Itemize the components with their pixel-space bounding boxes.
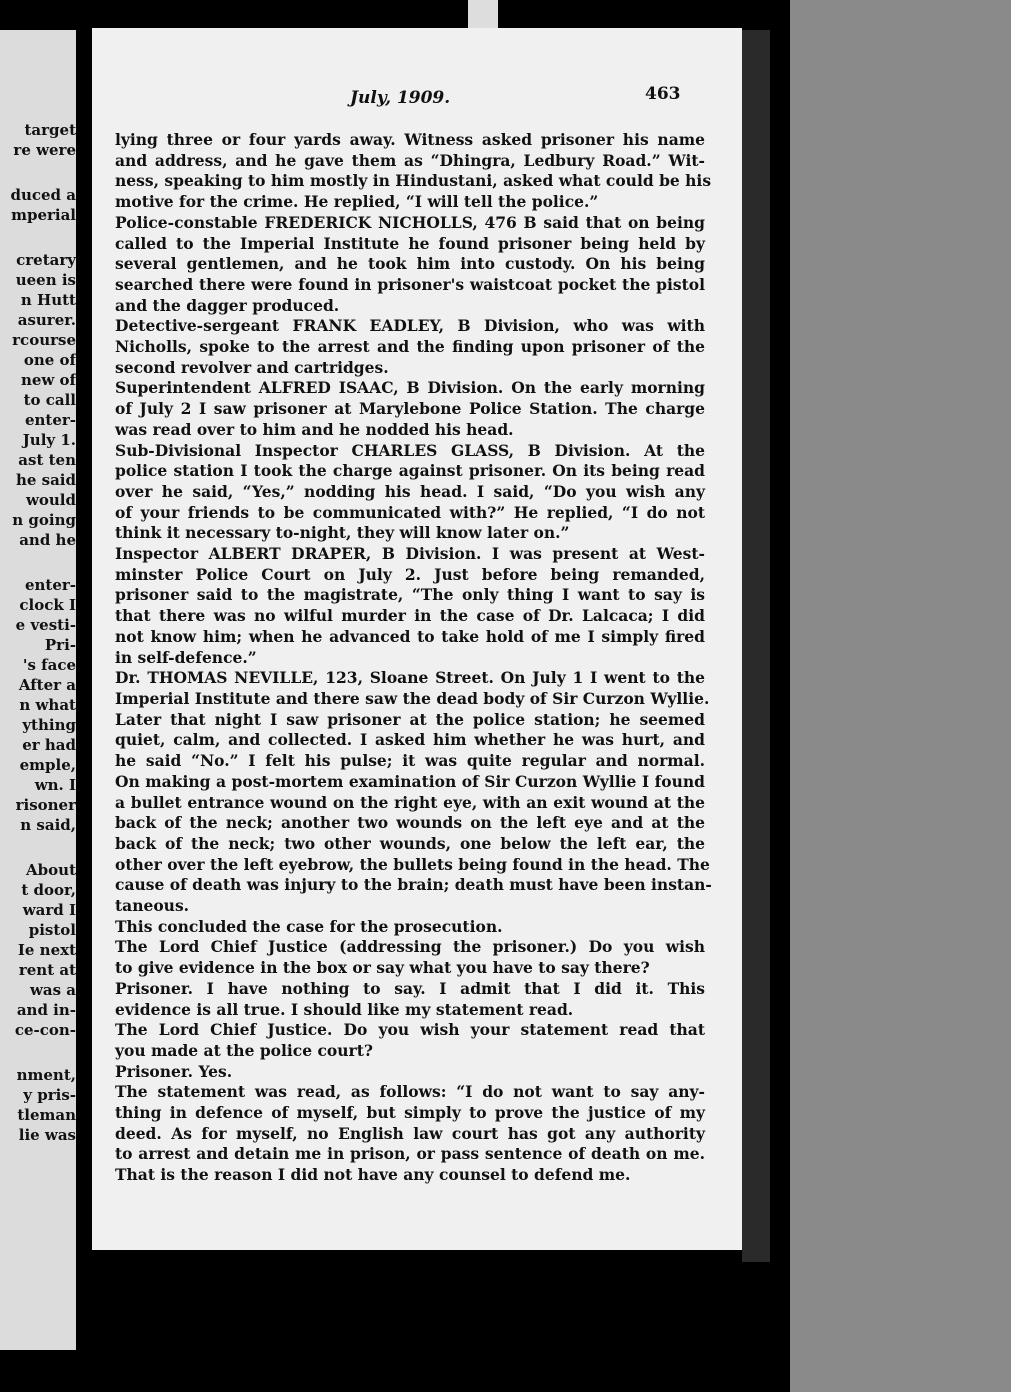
running-header-title: July, 1909. (350, 88, 451, 108)
text-line: thing in defence of myself, but simply to prove the justice of my (115, 1103, 705, 1123)
text-line: This concluded the case for the prosecution. (115, 916, 503, 936)
facing-page-fragment: July 1. (22, 431, 76, 449)
text-line: Later that night I saw prisoner at the police station; he seemed (115, 709, 705, 729)
facing-page-fragment: t door, (21, 881, 76, 899)
text-line: several gentlemen, and he took him into custody. On his being (115, 254, 705, 274)
facing-page-fragment: and in- (16, 1001, 76, 1019)
facing-page-fragment: duced a (10, 186, 76, 204)
text-line: back of the neck; another two wounds on the left eye and at the (115, 813, 705, 833)
facing-page-fragment: 's face (22, 656, 76, 674)
text-line: called to the Imperial Institute he found prisoner being held by (115, 233, 705, 253)
text-line: to arrest and detain me in prison, or pass sentence of death on me. (115, 1144, 705, 1164)
facing-page-fragment: ce-con- (14, 1021, 76, 1039)
facing-page-fragment: Pri- (44, 636, 76, 654)
text-line: Imperial Institute and there saw the dead body of Sir Curzon Wyllie. (115, 688, 710, 708)
text-line: back of the neck; two other wounds, one below the left ear, the (115, 833, 705, 853)
facing-page-fragment: enter- (24, 411, 76, 429)
text-line: think it necessary to-night, they will know later on.” (115, 523, 570, 543)
facing-page-fragment: to call (23, 391, 76, 409)
facing-page-fragment: rcourse (12, 331, 76, 349)
text-line: taneous. (115, 896, 190, 916)
text-line: The Lord Chief Justice (addressing the prisoner.) Do you wish (115, 937, 705, 957)
text-line: and address, and he gave them as “Dhingra, Ledbury Road.” Wit- (115, 150, 705, 170)
text-line: of your friends to be communicated with?” He replied, “I do not (115, 502, 705, 522)
facing-page-fragment: n Hutt (20, 291, 76, 309)
facing-page-fragment: and he (19, 531, 76, 549)
text-line: you made at the police court? (115, 1040, 373, 1060)
facing-page-fragment: ward I (22, 901, 76, 919)
text-line: Inspector ALBERT DRAPER, B Division. I was present at West- (115, 544, 705, 564)
text-line: evidence is all true. I should like my statement read. (115, 999, 574, 1019)
text-line: that there was no wilful murder in the case of Dr. Lalcaca; I did (115, 606, 705, 626)
facing-page-fragment: cretary (16, 251, 76, 269)
text-line: The Lord Chief Justice. Do you wish your statement read that (115, 1020, 705, 1040)
text-line: Sub-Divisional Inspector CHARLES GLASS, B Division. At the (115, 440, 705, 460)
facing-page-fragment: nment, (16, 1066, 76, 1084)
text-line: searched there were found in prisoner's waistcoat pocket the pistol (115, 274, 705, 294)
facing-page-fragment: ueen is (15, 271, 76, 289)
facing-page-fragment: n going (12, 511, 76, 529)
facing-page-fragment: About (26, 861, 76, 879)
text-line: Police-constable FREDERICK NICHOLLS, 476 B said that on being (115, 212, 705, 232)
paper-tab (468, 0, 498, 30)
text-line: Detective-sergeant FRANK EADLEY, B Division, who was with (115, 316, 705, 336)
facing-page-fragment: enter- (24, 576, 76, 594)
facing-page-fragment: target (24, 121, 76, 139)
text-line: Prisoner. Yes. (115, 1061, 233, 1081)
facing-page-fragment: new of (20, 371, 76, 389)
facing-page-fragment: er had (22, 736, 76, 754)
facing-page-fragment: would (25, 491, 76, 509)
facing-page (0, 30, 76, 1350)
facing-page-fragment: lie was (18, 1126, 76, 1144)
facing-page-fragment: After a (18, 676, 76, 694)
facing-page-fragment: y pris- (23, 1086, 76, 1104)
text-line: The statement was read, as follows: “I do not want to say any- (115, 1082, 705, 1102)
text-line: lying three or four yards away. Witness asked prisoner his name (115, 130, 705, 149)
facing-page-fragment: n what (19, 696, 76, 714)
text-line: On making a post-mortem examination of Sir Curzon Wyllie I found (115, 771, 705, 791)
facing-page-fragment: pistol (28, 921, 76, 939)
text-line: he said “No.” I felt his pulse; it was quite regular and normal. (115, 751, 705, 771)
text-line: Superintendent ALFRED ISAAC, B Division. On the early morning (115, 378, 705, 398)
facing-page-fragment: mperial (11, 206, 76, 224)
facing-page-fragment: clock I (19, 596, 76, 614)
facing-page-fragment: Ie next (17, 941, 76, 959)
text-line: in self-defence.” (115, 647, 257, 667)
text-line: police station I took the charge against prisoner. On its being read (115, 461, 705, 481)
facing-page-fragment: wn. I (34, 776, 76, 794)
facing-page-fragment: e vesti- (15, 616, 76, 634)
facing-page-fragment: ything (22, 716, 76, 734)
text-line: That is the reason I did not have any counsel to defend me. (115, 1165, 631, 1185)
facing-page-fragment: risoner (15, 796, 76, 814)
page-edge (742, 30, 770, 1262)
background-surface (790, 0, 1011, 1392)
text-line: prisoner said to the magistrate, “The only thing I want to say is (115, 585, 705, 605)
facing-page-fragment: was a (29, 981, 76, 999)
page-number: 463 (645, 84, 681, 104)
text-line: not know him; when he advanced to take hold of me I simply fired (115, 626, 705, 646)
text-line: Dr. THOMAS NEVILLE, 123, Sloane Street. On July 1 I went to the (115, 668, 705, 688)
text-line: ness, speaking to him mostly in Hindustani, asked what could be his (115, 171, 712, 191)
text-line: cause of death was injury to the brain; death must have been instan- (115, 875, 712, 895)
facing-page-fragment: ast ten (18, 451, 76, 469)
facing-page-fragment: tleman (17, 1106, 76, 1124)
text-line: second revolver and cartridges. (115, 357, 389, 377)
text-line: Nicholls, spoke to the arrest and the finding upon prisoner of the (115, 337, 705, 357)
text-line: was read over to him and he nodded his head. (115, 419, 514, 439)
facing-page-fragment: asurer. (17, 311, 76, 329)
facing-page-fragment: he said (15, 471, 76, 489)
text-line: minster Police Court on July 2. Just before being remanded, (115, 564, 705, 584)
text-line: and the dagger produced. (115, 295, 340, 315)
facing-page-fragment: emple, (19, 756, 76, 774)
text-line: motive for the crime. He replied, “I will tell the police.” (115, 192, 599, 212)
text-line: Prisoner. I have nothing to say. I admit that I did it. This (115, 978, 705, 998)
body-text (115, 130, 712, 1186)
text-line: to give evidence in the box or say what you have to say there? (115, 958, 650, 978)
text-line: of July 2 I saw prisoner at Marylebone Police Station. The charge (115, 399, 705, 419)
text-line: other over the left eyebrow, the bullets being found in the head. The (115, 854, 710, 874)
text-line: a bullet entrance wound on the right eye, with an exit wound at the (115, 792, 705, 812)
facing-page-fragment: one of (23, 351, 76, 369)
text-line: deed. As for myself, no English law court has got any authority (115, 1123, 705, 1143)
text-line: over he said, “Yes,” nodding his head. I said, “Do you wish any (115, 481, 705, 501)
facing-page-fragment: re were (13, 141, 76, 159)
facing-page-fragment: n said, (20, 816, 76, 834)
text-line: quiet, calm, and collected. I asked him whether he was hurt, and (115, 730, 705, 750)
facing-page-fragment: rent at (18, 961, 76, 979)
